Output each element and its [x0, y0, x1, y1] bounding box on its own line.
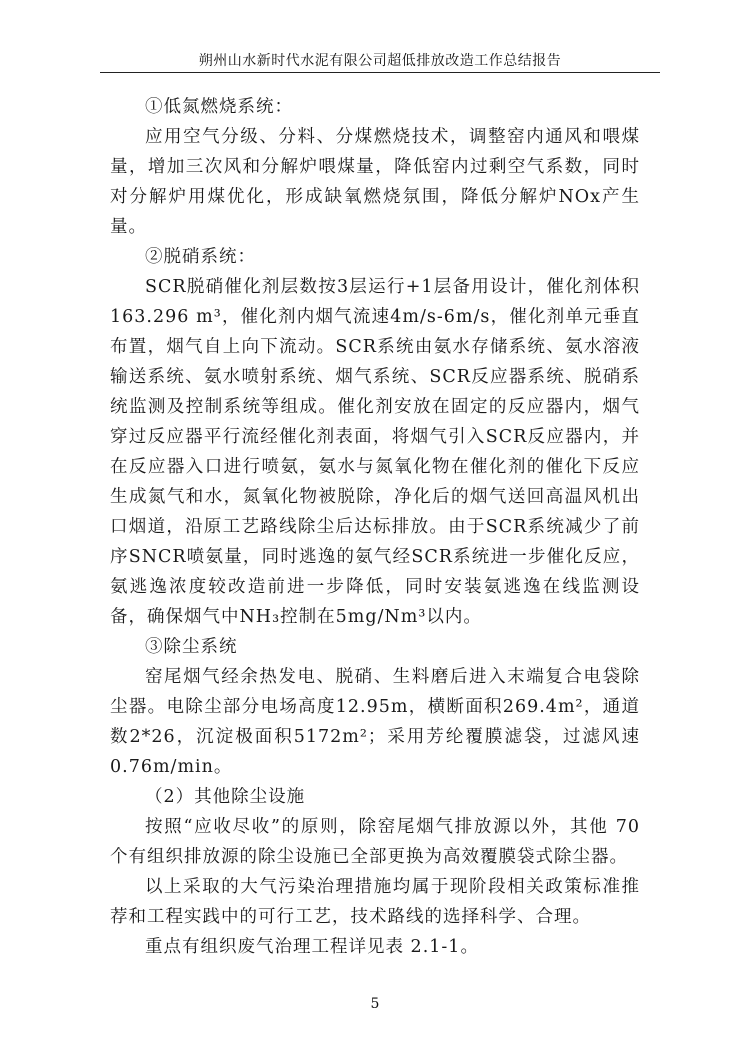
paragraph-summary: 以上采取的大气污染治理措施均属于现阶段相关政策标准推荐和工程实践中的可行工艺，技术路线的选择科学、合理。	[110, 877, 640, 927]
page-number: 5	[370, 996, 380, 1012]
document-body	[110, 92, 640, 962]
paragraph-table-reference: 重点有组织废气治理工程详见表 2.1-1。	[145, 937, 479, 957]
section-heading-low-nitrogen: ①低氮燃烧系统：	[145, 97, 293, 117]
page-header-title: 朔州山水新时代水泥有限公司超低排放改造工作总结报告	[198, 53, 562, 69]
section-heading-denitration: ②脱硝系统：	[145, 247, 256, 267]
paragraph-denitration: SCR脱硝催化剂层数按3层运行+1层备用设计，催化剂体积163.296 m³，催化剂内烟气流速4m/s-6m/s，催化剂单元垂直布置，烟气自上向下流动。SCR系统由氨水存储系统、氨水溶液输送系统、氨水喷射系统、烟气系统、SCR反应器系统、脱硝系统监测及控制系统等组成。催化剂安放在固定的反应器内，烟气穿过反应器平行流经催化剂表面，将烟气引入SCR反应器内，并在反应器入口进行喷氨，氨水与氮氧化物在催化剂的催化下反应生成氮气和水，氮氧化物被脱除，净化后的烟气送回高温风机出口烟道，沿原工艺路线除尘后达标排放。由于SCR系统减少了前序SNCR喷氨量，同时逃逸的氨气经SCR系统进一步催化反应，氨逃逸浓度较改造前进一步降低，同时安装氨逃逸在线监测设备，确保烟气中NH₃控制在5mg/Nm³以内。	[110, 277, 640, 627]
paragraph-dust-removal: 窑尾烟气经余热发电、脱硝、生料磨后进入末端复合电袋除尘器。电除尘部分电场高度12.95m，横断面积269.4m²，通道数2*26，沉淀极面积5172m²；采用芳纶覆膜滤袋，过滤风速0.76m/min。	[110, 667, 640, 777]
header-divider	[100, 72, 660, 73]
paragraph-low-nitrogen: 应用空气分级、分料、分煤燃烧技术，调整窑内通风和喂煤量，增加三次风和分解炉喂煤量，降低窑内过剩空气系数，同时对分解炉用煤优化，形成缺氧燃烧氛围，降低分解炉NOx产生量。	[110, 127, 640, 237]
section-heading-other-dust: （2）其他除尘设施	[145, 787, 306, 807]
section-heading-dust-removal: ③除尘系统	[145, 637, 238, 657]
paragraph-other-dust: 按照“应收尽收”的原则，除窑尾烟气排放源以外，其他 70 个有组织排放源的除尘设施已全部更换为高效覆膜袋式除尘器。	[110, 817, 640, 867]
